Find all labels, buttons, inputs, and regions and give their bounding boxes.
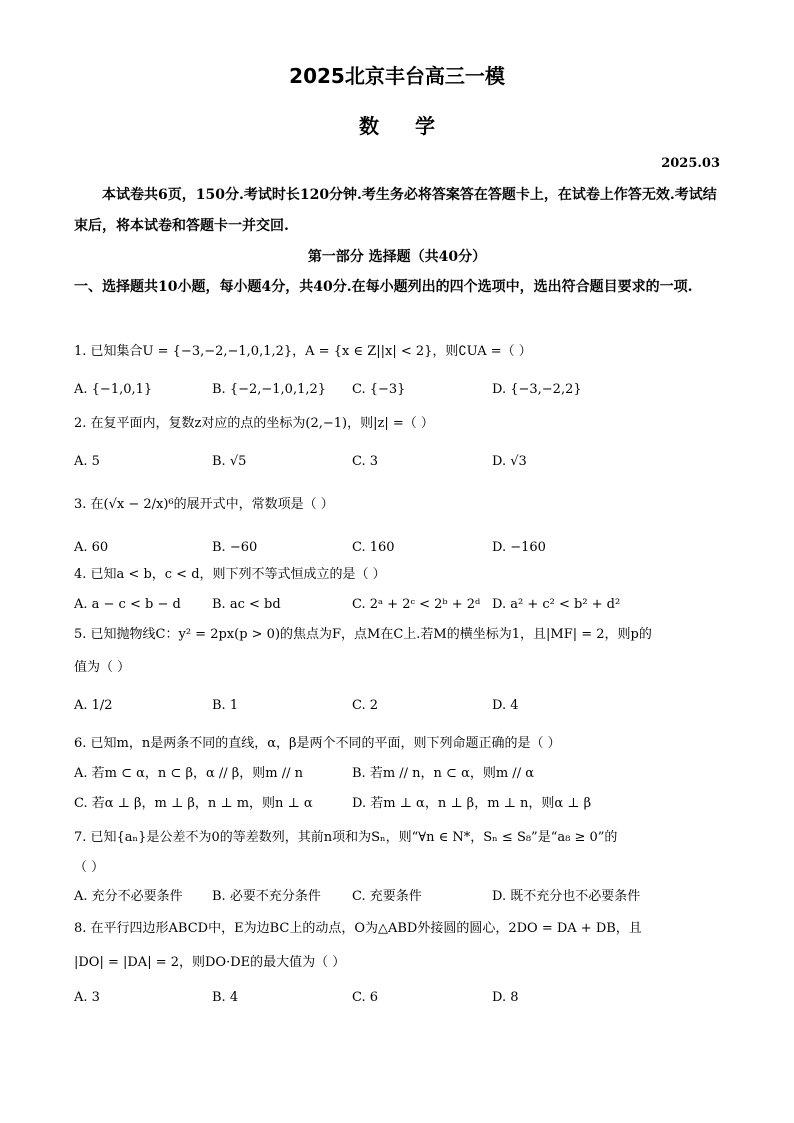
question-3-option-c: C. 160 [352, 540, 395, 555]
question-6-option-d: D. 若m ⊥ α，n ⊥ β，m ⊥ n，则α ⊥ β [352, 796, 592, 811]
question-8-option-a: A. 3 [74, 990, 100, 1005]
question-2-stem: 2. 在复平面内，复数z对应的点的坐标为(2,−1)，则|z| =（ ） [74, 416, 434, 431]
question-1-stem: 1. 已知集合U = {−3,−2,−1,0,1,2}，A = {x ∈ Z||x| < 2}，则∁UA =（ ） [74, 344, 532, 359]
question-8-option-c: C. 6 [352, 990, 379, 1005]
question-2-option-b: B. √5 [212, 454, 247, 469]
question-5-option-b: B. 1 [212, 698, 239, 713]
question-8-stem-line2: |DO| = |DA| = 2，则DO·DE的最大值为（ ） [74, 955, 346, 970]
question-7-option-d: D. 既不充分也不必要条件 [492, 889, 641, 904]
question-5-option-a: A. 1/2 [74, 698, 113, 713]
question-1-option-d: D. {−3,−2,2} [492, 382, 582, 397]
question-2-option-c: C. 3 [352, 454, 379, 469]
question-1-option-b: B. {−2,−1,0,1,2} [212, 382, 327, 397]
question-8-option-b: B. 4 [212, 990, 239, 1005]
question-3-option-a: A. 60 [74, 540, 109, 555]
part-title: 第一部分 选择题（共40分） [307, 249, 487, 265]
question-2-option-a: A. 5 [74, 454, 100, 469]
question-4-stem: 4. 已知a < b，c < d，则下列不等式恒成立的是（ ） [74, 567, 386, 582]
section-instructions: 一、选择题共10小题，每小题4分，共40分.在每小题列出的四个选项中，选出符合题目要求的一项. [74, 279, 693, 295]
question-4-option-d: D. a² + c² < b² + d² [492, 597, 621, 612]
exam-date: 2025.03 [661, 156, 720, 171]
question-5-option-c: C. 2 [352, 698, 379, 713]
question-5-stem-line2: 值为（ ） [74, 660, 131, 675]
exam-subject: 数学 [359, 114, 471, 138]
question-8-option-d: D. 8 [492, 990, 519, 1005]
question-4-option-b: B. ac < bd [212, 597, 281, 612]
question-4-option-a: A. a − c < b − d [74, 597, 181, 612]
question-3-stem: 3. 在(√x − 2/x)⁶的展开式中，常数项是（ ） [74, 497, 334, 512]
question-3-option-b: B. −60 [212, 540, 258, 555]
question-6-stem: 6. 已知m，n是两条不同的直线，α，β是两个不同的平面，则下列命题正确的是（ ） [74, 736, 561, 751]
question-7-option-b: B. 必要不充分条件 [212, 889, 321, 904]
question-5-option-d: D. 4 [492, 698, 519, 713]
question-1-option-c: C. {−3} [352, 382, 406, 397]
question-7-option-a: A. 充分不必要条件 [74, 889, 183, 904]
question-7-option-c: C. 充要条件 [352, 889, 422, 904]
question-7-stem-line2: （ ） [74, 860, 105, 875]
question-6-option-c: C. 若α ⊥ β，m ⊥ β，n ⊥ m，则n ⊥ α [74, 796, 313, 811]
question-5-stem: 5. 已知抛物线C：y² = 2px(p > 0)的焦点为F，点M在C上.若M的横坐标为1，且|MF| = 2，则p的 [74, 627, 652, 642]
question-6-option-b: B. 若m // n，n ⊂ α，则m // α [352, 766, 534, 781]
question-8-stem: 8. 在平行四边形ABCD中，E为边BC上的动点，O为△ABD外接圆的圆心，2DO = DA + DB，且 [74, 921, 642, 936]
question-7-stem: 7. 已知{aₙ}是公差不为0的等差数列，其前n项和为Sₙ，则“∀n ∈ N*，Sₙ ≤ S₈”是“a₈ ≥ 0”的 [74, 830, 618, 845]
question-3-option-d: D. −160 [492, 540, 546, 555]
question-6-option-a: A. 若m ⊂ α，n ⊂ β，α // β，则m // n [74, 766, 304, 781]
question-1-option-a: A. {−1,0,1} [74, 382, 153, 397]
question-4-option-c: C. 2ᵃ + 2ᶜ < 2ᵇ + 2ᵈ [352, 597, 481, 612]
exam-title: 2025北京丰台高三一模 [289, 64, 505, 88]
question-2-option-d: D. √3 [492, 454, 527, 469]
exam-intro: 本试卷共6页，150分.考试时长120分钟.考生务必将答案答在答题卡上，在试卷上作答无效.考试结束后，将本试卷和答题卡一并交回. [74, 187, 717, 234]
